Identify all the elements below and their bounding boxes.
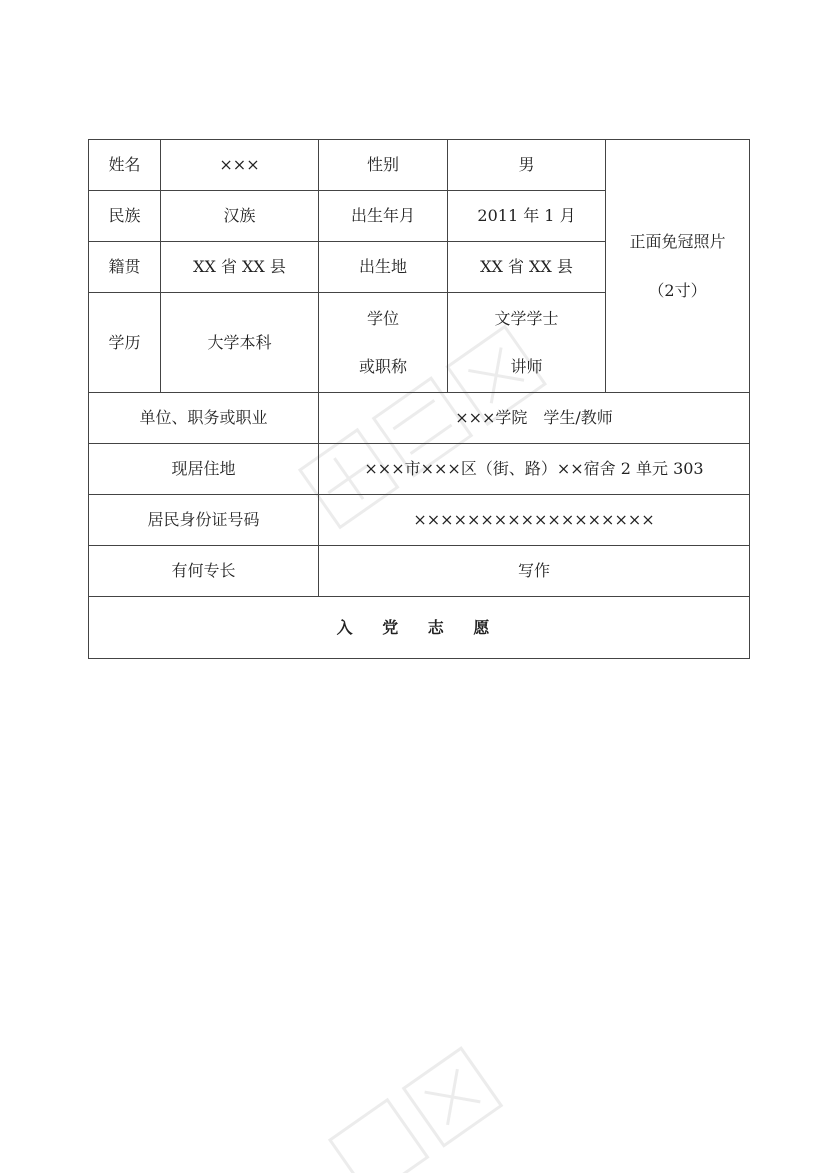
employer-value: ×××学院 学生/教师 xyxy=(319,393,750,444)
native-place-value: XX 省 XX 县 xyxy=(161,242,319,293)
degree-value-line1: 文学学士 xyxy=(494,309,559,329)
id-number-label: 居民身份证号码 xyxy=(89,495,319,546)
gender-value: 男 xyxy=(448,140,606,191)
employer-label: 单位、职务或职业 xyxy=(89,393,319,444)
degree-value-line2: 讲师 xyxy=(510,356,543,376)
degree-label-line2: 或职称 xyxy=(358,356,407,376)
photo-size: （2寸） xyxy=(648,281,707,300)
gender-label: 性别 xyxy=(319,140,448,191)
education-value: 大学本科 xyxy=(161,293,319,393)
section-title: 入 党 志 愿 xyxy=(89,597,750,659)
degree-label xyxy=(319,293,448,393)
photo-caption: 正面免冠照片 xyxy=(629,231,726,251)
name-label: 姓名 xyxy=(89,140,161,191)
ethnicity-value: 汉族 xyxy=(161,191,319,242)
birthplace-label: 出生地 xyxy=(319,242,448,293)
ethnicity-label: 民族 xyxy=(89,191,161,242)
birthdate-value: 2011 年 1 月 xyxy=(448,191,606,242)
specialty-value: 写作 xyxy=(319,546,750,597)
specialty-label: 有何专长 xyxy=(89,546,319,597)
address-value: ×××市×××区（街、路）××宿舍 2 单元 303 xyxy=(319,444,750,495)
degree-label-line1: 学位 xyxy=(366,309,399,329)
id-number-value: ×××××××××××××××××× xyxy=(319,495,750,546)
degree-value xyxy=(448,293,606,393)
name-value: ××× xyxy=(161,140,319,191)
application-form-table xyxy=(88,139,750,659)
address-label: 现居住地 xyxy=(89,444,319,495)
birthdate-label: 出生年月 xyxy=(319,191,448,242)
photo-box xyxy=(606,140,750,393)
birthplace-value: XX 省 XX 县 xyxy=(448,242,606,293)
native-place-label: 籍贯 xyxy=(89,242,161,293)
education-label: 学历 xyxy=(89,293,161,393)
